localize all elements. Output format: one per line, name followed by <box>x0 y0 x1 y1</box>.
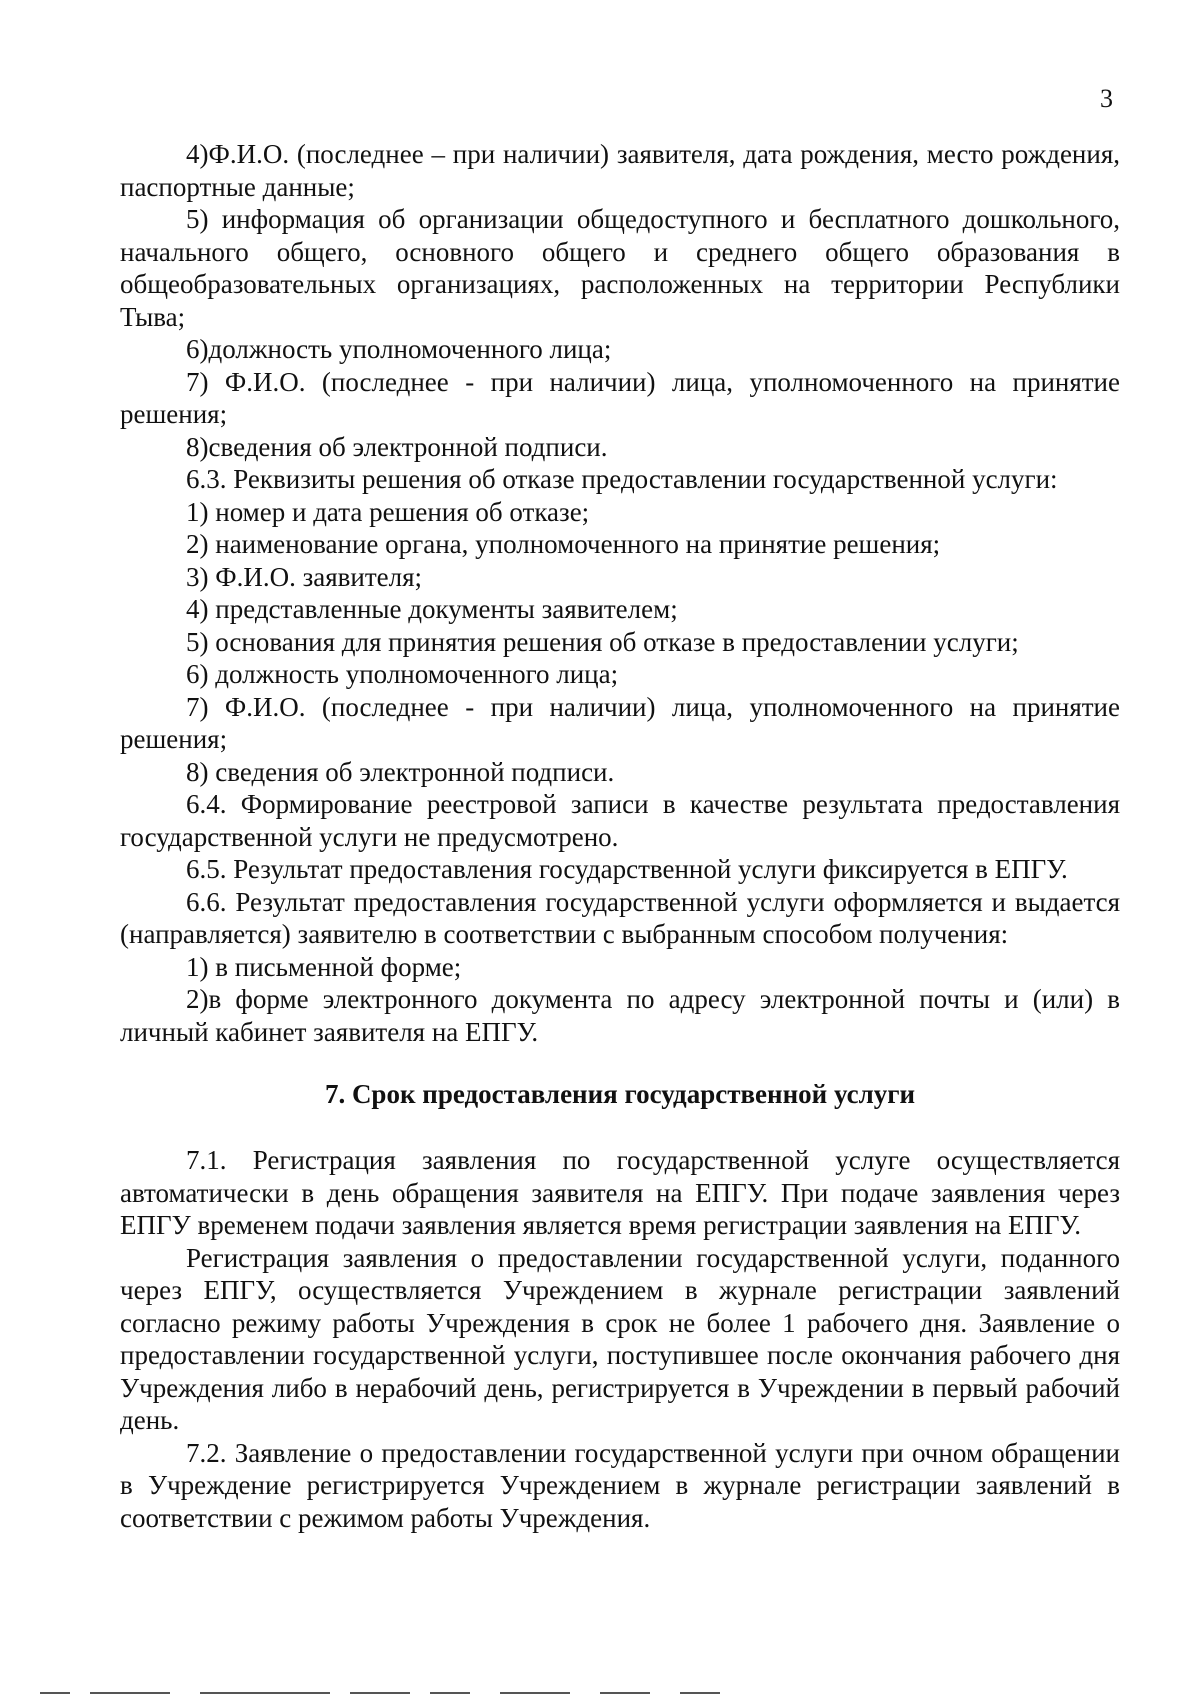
paragraph: 8) сведения об электронной подписи. <box>186 756 615 787</box>
document-body <box>120 138 1120 1534</box>
paragraph: 8)сведения об электронной подписи. <box>186 431 608 462</box>
paragraph: 6.3. Реквизиты решения об отказе предоставлении государственной услуги: <box>186 464 1058 494</box>
paragraph: Регистрация заявления о предоставлении государственной услуги, поданного через ЕПГУ, осуществляется Учреждением в журнале регистрации заявлений согласно режиму работы Учреждения в срок не более 1 рабочего дня. Заявление о предоставлении государственной услуги, поступившее после окончания рабочего дня Учреждения либо в нерабочий день, регистрируется в Учреждении в первый рабочий день. <box>120 1242 1120 1435</box>
paragraph: 3) Ф.И.О. заявителя; <box>186 561 423 592</box>
paragraph: 1) номер и дата решения об отказе; <box>186 496 590 527</box>
paragraph: 6)должность уполномоченного лица; <box>186 334 612 364</box>
scan-artifact-lines <box>40 1692 1160 1696</box>
paragraph: 2) наименование органа, уполномоченного на принятие решения; <box>186 529 941 559</box>
paragraph: 7) Ф.И.О. (последнее - при наличии) лица, уполномоченного на принятие решения; <box>120 691 1120 754</box>
page-number: 3 <box>1100 84 1113 113</box>
paragraph: 6.6. Результат предоставления государственной услуги оформляется и выдается (направляется) заявителю в соответствии с выбранным способом получения: <box>120 886 1120 949</box>
paragraph: 2)в форме электронного документа по адресу электронной почты и (или) в личный кабинет заявителя на ЕПГУ. <box>120 984 1120 1047</box>
paragraph: 7.2. Заявление о предоставлении государственной услуги при очном обращении в Учреждение регистрируется Учреждением в журнале регистрации заявлений в соответствии с режимом работы Учреждения. <box>120 1437 1120 1533</box>
paragraph: 7.1. Регистрация заявления по государственной услуге осуществляется автоматически в день обращения заявителя на ЕПГУ. При подаче заявления через ЕПГУ временем подачи заявления является время регистрации заявления на ЕПГУ. <box>120 1145 1120 1240</box>
paragraph: 7) Ф.И.О. (последнее - при наличии) лица, уполномоченного на принятие решения; <box>120 366 1120 429</box>
paragraph: 4)Ф.И.О. (последнее – при наличии) заявителя, дата рождения, место рождения, паспортные данные; <box>120 139 1120 202</box>
paragraph: 6.4. Формирование реестровой записи в качестве результата предоставления государственной услуги не предусмотрено. <box>120 789 1120 852</box>
paragraph: 6) должность уполномоченного лица; <box>186 659 619 689</box>
paragraph: 1) в письменной форме; <box>186 951 462 982</box>
paragraph: 5) основания для принятия решения об отказе в предоставлении услуги; <box>186 626 1019 657</box>
paragraph: 6.5. Результат предоставления государственной услуги фиксируется в ЕПГУ. <box>186 854 1068 884</box>
paragraph: 4) представленные документы заявителем; <box>186 594 678 624</box>
paragraph: 5) информация об организации общедоступного и бесплатного дошкольного, начального общего, основного общего и среднего общего образования в общеобразовательных организациях, расположенных на территории Республики Тыва; <box>120 204 1120 332</box>
section-heading: 7. Срок предоставления государственной услуги <box>324 1079 916 1109</box>
